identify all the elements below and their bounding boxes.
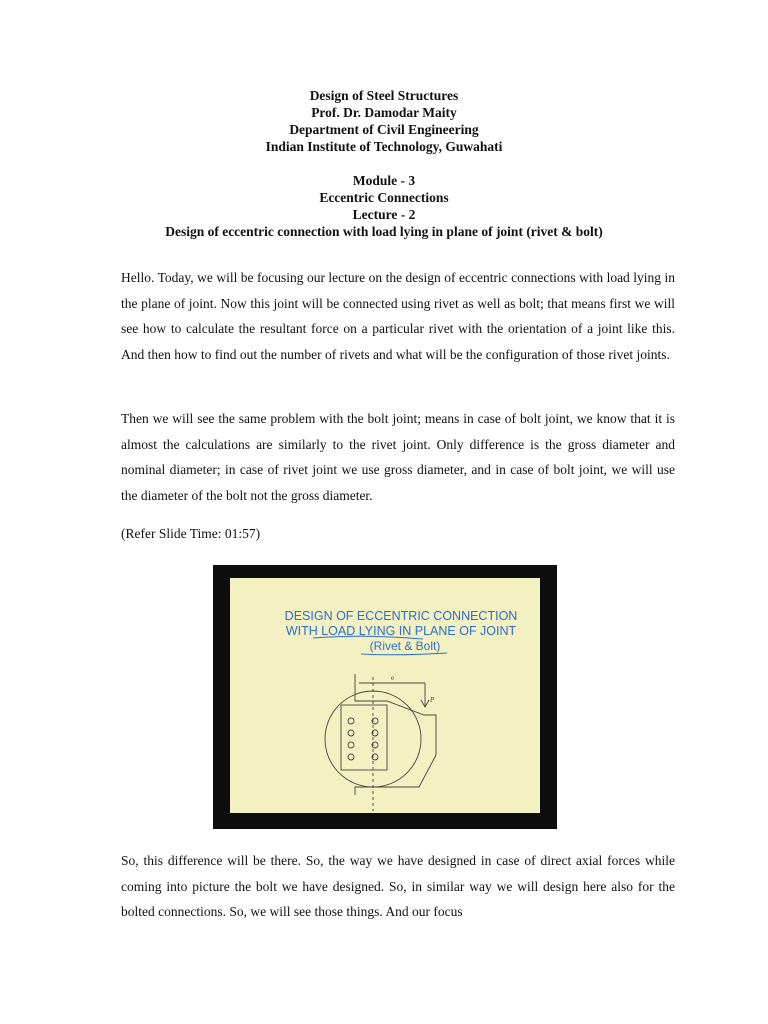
slide-title-line1: DESIGN OF ECCENTRIC CONNECTION: [284, 609, 518, 623]
slide-drawing: [213, 565, 557, 829]
handwritten-underline-2: [361, 653, 447, 655]
institute-name: Indian Institute of Technology, Guwahati: [265, 139, 503, 154]
document-header: [0, 87, 768, 240]
header-spacer: [0, 155, 768, 172]
rivet-hole: [348, 754, 354, 760]
slide-title-line2: WITH LOAD LYING IN PLANE OF JOINT: [285, 624, 517, 638]
course-title: Design of Steel Structures: [309, 88, 459, 103]
department-name: Department of Civil Engineering: [289, 122, 479, 137]
eccentricity-label: e: [391, 674, 395, 682]
lecture-title: Design of eccentric connection with load lying in plane of joint (rivet & bolt): [165, 224, 603, 239]
lecture-number: Lecture - 2: [352, 207, 416, 222]
rivet-hole: [348, 730, 354, 736]
bracket-outline: [355, 674, 436, 795]
module-title: Eccentric Connections: [319, 190, 449, 205]
professor-name: Prof. Dr. Damodar Maity: [311, 105, 457, 120]
connection-plate: [341, 705, 387, 770]
lecture-slide-image: [213, 565, 557, 829]
slide-time-reference: (Refer Slide Time: 01:57): [121, 526, 261, 541]
rivet-hole: [348, 742, 354, 748]
slide-title-line3: (Rivet & Bolt): [369, 639, 441, 653]
paragraph-bolted-connections: So, this difference will be there. So, the way we have designed in case of direct axial forces while coming into picture the bolt we have designed. So, in similar way we will design here also for the bolted connections. So, we will see those things. And our focus: [121, 853, 675, 919]
joint-diagram: [325, 674, 436, 811]
module-number: Module - 3: [352, 173, 416, 188]
load-label: P: [430, 696, 435, 704]
paragraph-intro: Hello. Today, we will be focusing our lecture on the design of eccentric connections with load lying in the plane of joint. Now this joint will be connected using rivet as well as bolt; that means first we will see how to calculate the resultant force on a particular rivet with the orientation of a joint like this. And then how to find out the number of rivets and what will be the configuration of those rivet joints.: [121, 270, 675, 362]
paragraph-bolt-joint: Then we will see the same problem with the bolt joint; means in case of bolt joint, we know that it is almost the calculations are similarly to the rivet joint. Only difference is the gross diameter and nominal diameter; in case of rivet joint we use gross diameter, and in case of bolt joint, we will use the diameter of the bolt not the gross diameter.: [121, 411, 675, 503]
rivet-hole: [348, 718, 354, 724]
